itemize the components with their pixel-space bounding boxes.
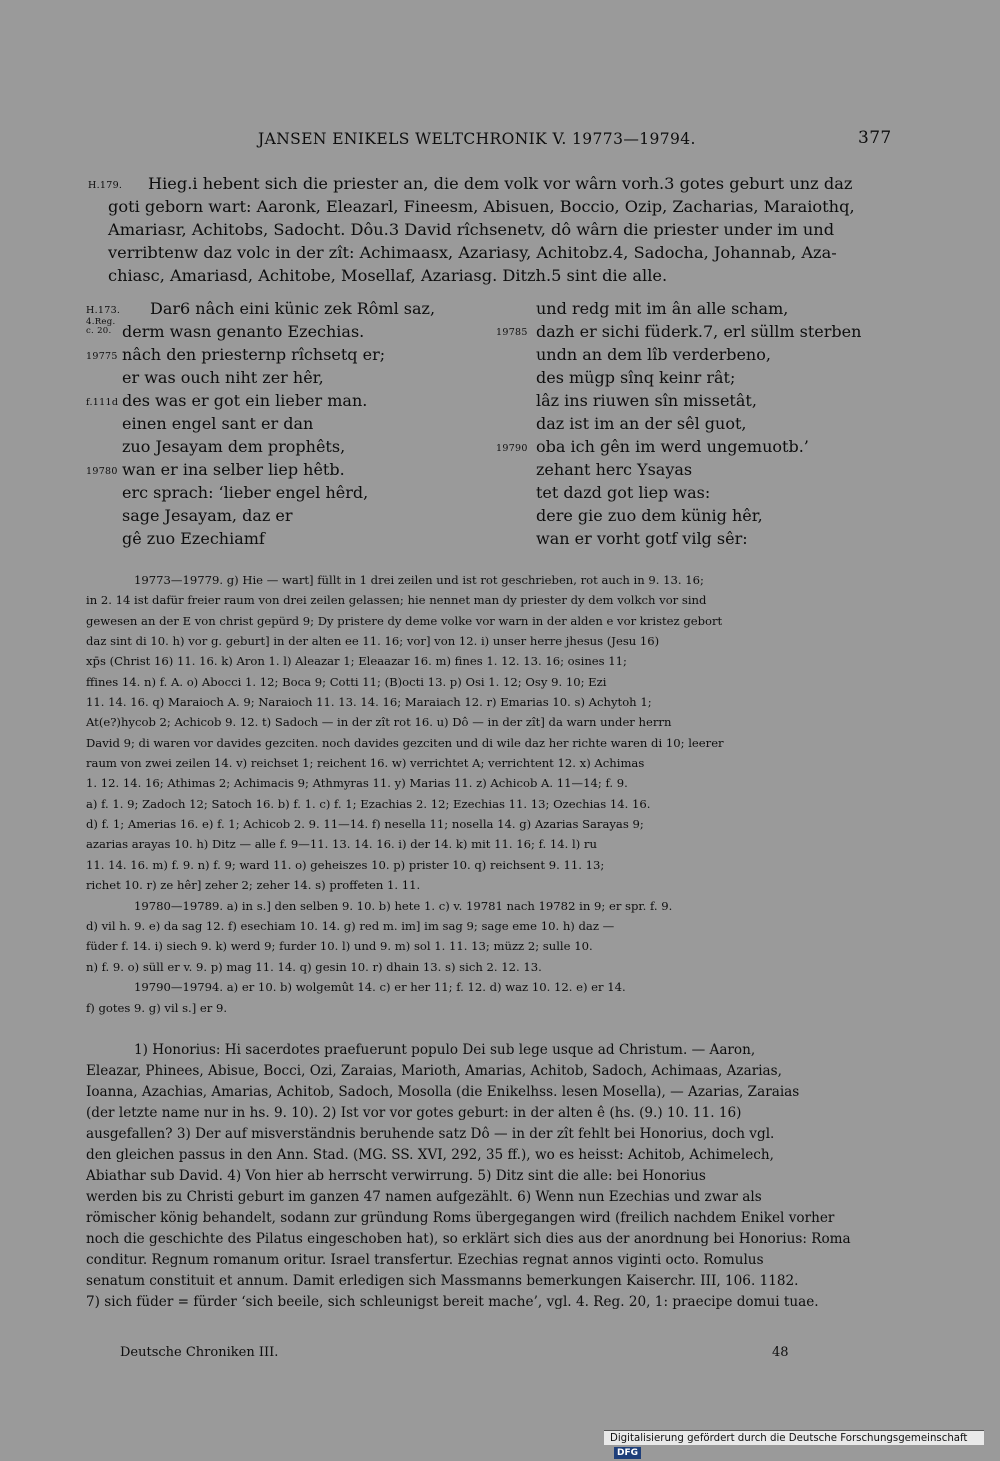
apparatus-line: gewesen an der E von christ gepürd 9; Dy pristere dy deme volke vor warn in der alden e vor kristez gebort [86,614,723,628]
prose-line-5: chiasc, Amariasd, Achitobe, Mosellaf, Azariasg. Ditzh.5 sint die alle. [108,266,668,285]
verse-right-line: oba ich gên im werd ungemuotb.’ [536,437,809,456]
prose-line-1: Hieg.i hebent sich die priester an, die dem volk vor wârn vorh.3 gotes geburt unz daz [148,174,853,193]
verse-left-line: des was er got ein lieber man. [122,391,368,410]
margin-ref-19790: 19790 [496,443,528,454]
verse-left-line: derm wasn genanto Ezechias. [122,322,365,341]
apparatus-line: d) vil h. 9. e) da sag 12. f) esechiam 10. 14. g) red m. im] im sag 9; sage eme 10. h) daz — [86,919,615,933]
apparatus-line: raum von zwei zeilen 14. v) reichset 1; reichent 16. w) verrichtet A; verrichtent 12. x) Achimas [86,756,645,770]
prose-line-3: Amariasr, Achitobs, Sadocht. Dôu.3 David rîchsenetv, dô wârn die priester under im und [108,220,835,239]
verse-right-line: des mügp sînq keinr rât; [536,368,736,387]
apparatus-line: At(e?)hycob 2; Achicob 9. 12. t) Sadoch — in der zît rot 16. u) Dô — in der zît] da warn under herrn [86,715,672,729]
apparatus-line: füder f. 14. i) siech 9. k) werd 9; furder 10. l) und 9. m) sol 1. 11. 13; müzz 2; sulle 10. [86,939,593,953]
apparatus-line: richet 10. r) ze hêr] zeher 2; zeher 14. s) proffeten 1. 11. [86,878,421,892]
verse-right-line: daz ist im an der sêl guot, [536,414,747,433]
apparatus-line: David 9; di waren vor davides gezciten. noch davides gezciten und di wile daz her richte waren di 10; leerer [86,736,724,750]
footnote-line: 7) sich füder = fürder ‘sich beeile, sich schleunigst bereit mache’, vgl. 4. Reg. 20, 1: praecipe domui tuae. [86,1294,819,1310]
dfg-funding-text: Digitalisierung gefördert durch die Deutsche Forschungsgemeinschaft [610,1433,968,1444]
margin-ref-19780: 19780 [86,466,118,477]
prose-line-2: goti geborn wart: Aaronk, Eleazarl, Fineesm, Abisuen, Boccio, Ozip, Zacharias, Maraiothq, [108,197,855,216]
apparatus-line: xp̄s (Christ 16) 11. 16. k) Aron 1. l) Aleazar 1; Eleaazar 16. m) fines 1. 12. 13. 16; osines 11; [86,654,627,668]
dfg-funding-bar [604,1430,984,1458]
apparatus-line: in 2. 14 ist dafür freier raum von drei zeilen gelassen; hie nennet man dy priester dy dem volkch vor sind [86,593,707,607]
verse-right-line: lâz ins riuwen sîn missetât, [536,391,757,410]
sheet-number: 48 [772,1345,789,1360]
apparatus-line: a) f. 1. 9; Zadoch 12; Satoch 16. b) f. 1. c) f. 1; Ezachias 2. 12; Ezechias 11. 13; Ozechias 14. 16. [86,797,651,811]
margin-ref-h179: H.179. [88,180,123,191]
verse-left-line: nâch den priesternp rîchsetq er; [122,345,386,364]
verse-right-line: tet dazd got liep was: [536,483,711,502]
apparatus-line: 11. 14. 16. m) f. 9. n) f. 9; ward 11. o) geheiszes 10. p) prister 10. q) reichsent 9. 11. 13; [86,858,605,872]
footnote-line: ausgefallen? 3) Der auf misverständnis beruhende satz Dô — in der zît fehlt bei Honorius, doch vgl. [86,1126,775,1142]
verse-left-line: zuo Jesayam dem prophêts, [122,437,346,456]
footnote-line: 1) Honorius: Hi sacerdotes praefuerunt populo Dei sub lege usque ad Christum. — Aaron, [134,1042,756,1058]
footnote-line: noch die geschichte des Pilatus eingeschoben hat), so erklärt sich dies aus der anordnung bei Honorius: Roma [86,1231,851,1247]
footnote-line: den gleichen passus in den Ann. Stad. (MG. SS. XVI, 292, 35 ff.), wo es heisst: Achitob, Achimelech, [86,1147,774,1163]
footnote-line: senatum constituit et annum. Damit erledigen sich Massmanns bemerkungen Kaiserchr. III, 106. 1182. [86,1273,799,1289]
footnote-line: Ioanna, Azachias, Amarias, Achitob, Sadoch, Mosolla (die Enikelhss. lesen Mosella), — Azarias, Zaraias [86,1084,800,1100]
verse-left-line: Dar6 nâch eini künic zek Rôml saz, [150,299,436,318]
verse-right-line: zehant herc Ysayas [536,460,693,479]
footnote-line: (der letzte name nur in hs. 9. 10). 2) Ist vor vor gotes geburt: in der alten ê (hs. (9.) 10. 11. 16) [86,1105,742,1121]
apparatus-line: azarias arayas 10. h) Ditz — alle f. 9—11. 13. 14. 16. i) der 14. k) mit 11. 16; f. 14. l) ru [86,837,597,851]
verse-left-line: gê zuo Ezechiamf [122,529,265,548]
verse-left-line: sage Jesayam, daz er [122,506,293,525]
verse-left-line: einen engel sant er dan [122,414,314,433]
margin-ref-h173: H.173. [86,305,121,316]
verse-right-line: und redg mit im ân alle scham, [536,299,789,318]
margin-ref-f111d: f.111d [86,397,119,408]
apparatus-line: n) f. 9. o) süll er v. 9. p) mag 11. 14. q) gesin 10. r) dhain 13. s) sich 2. 12. 13. [86,960,542,974]
apparatus-line: 11. 14. 16. q) Maraioch A. 9; Naraioch 11. 13. 14. 16; Maraiach 12. r) Emarias 10. s) Achytoh 1; [86,695,652,709]
apparatus-line: 19780—19789. a) in s.] den selben 9. 10. b) hete 1. c) v. 19781 nach 19782 in 9; er spr. f. 9. [134,899,673,913]
apparatus-line: daz sint di 10. h) vor g. geburt] in der alten ee 11. 16; vor] von 12. i) unser herre jhesus (Jesu 16) [86,634,660,648]
verse-left-line: wan er ina selber liep hêtb. [122,460,345,479]
footnote-line: werden bis zu Christi geburt im ganzen 47 namen aufgezählt. 6) Wenn nun Ezechias und zwar als [86,1189,762,1205]
running-title: JANSEN ENIKELS WELTCHRONIK V. 19773—19794. [258,130,696,148]
verse-right-line: dazh er sichi füderk.7, erl süllm sterben [536,322,862,341]
footnote-line: römischer könig behandelt, sodann zur gründung Roms übergegangen wird (freilich nachdem Enikel vorher [86,1210,835,1226]
verse-right-line: dere gie zuo dem künig hêr, [536,506,763,525]
margin-ref-19775: 19775 [86,351,118,362]
apparatus-line: f) gotes 9. g) vil s.] er 9. [86,1001,228,1015]
apparatus-line: 1. 12. 14. 16; Athimas 2; Achimacis 9; Athmyras 11. y) Marias 11. z) Achicob A. 11—14; f. 9. [86,776,628,790]
footnote-line: Eleazar, Phinees, Abisue, Bocci, Ozi, Zaraias, Marioth, Amarias, Achitob, Sadoch, Achimaas, Azarias, [86,1063,782,1079]
verse-left-line: erc sprach: ‘lieber engel hêrd, [122,483,369,502]
verse-right-line: wan er vorht gotf vilg sêr: [536,529,748,548]
page-number: 377 [858,128,892,148]
apparatus-line: 19790—19794. a) er 10. b) wolgemût 14. c) er her 11; f. 12. d) waz 10. 12. e) er 14. [134,980,626,994]
verse-right-line: undn an dem lîb verderbeno, [536,345,771,364]
apparatus-line: d) f. 1; Amerias 16. e) f. 1; Achicob 2. 9. 11—14. f) nesella 11; nosella 14. g) Azarias Sarayas 9; [86,817,644,831]
footnote-line: Abiathar sub David. 4) Von hier ab herrscht verwirrung. 5) Ditz sint die alle: bei Honorius [86,1168,706,1184]
signature-line: Deutsche Chroniken III. [120,1345,279,1360]
margin-ref-19785: 19785 [496,327,528,338]
dfg-logo-icon: DFG [614,1447,641,1459]
margin-ref-4reg: 4.Reg. c. 20. [86,317,116,336]
footnote-line: conditur. Regnum romanum oritur. Israel transfertur. Ezechias regnat annos viginti octo. Romulus [86,1252,764,1268]
apparatus-line: 19773—19779. g) Hie — wart] füllt in 1 drei zeilen und ist rot geschrieben, rot auch in 9. 13. 16; [134,573,704,587]
verse-left-line: er was ouch niht zer hêr, [122,368,324,387]
apparatus-line: ffines 14. n) f. A. o) Abocci 1. 12; Boca 9; Cotti 11; (B)octi 13. p) Osi 1. 12; Osy 9. 10; Ezi [86,675,607,689]
prose-line-4: verribtenw daz volc in der zît: Achimaasx, Azariasy, Achitobz.4, Sadocha, Johannab, Aza- [108,243,837,262]
